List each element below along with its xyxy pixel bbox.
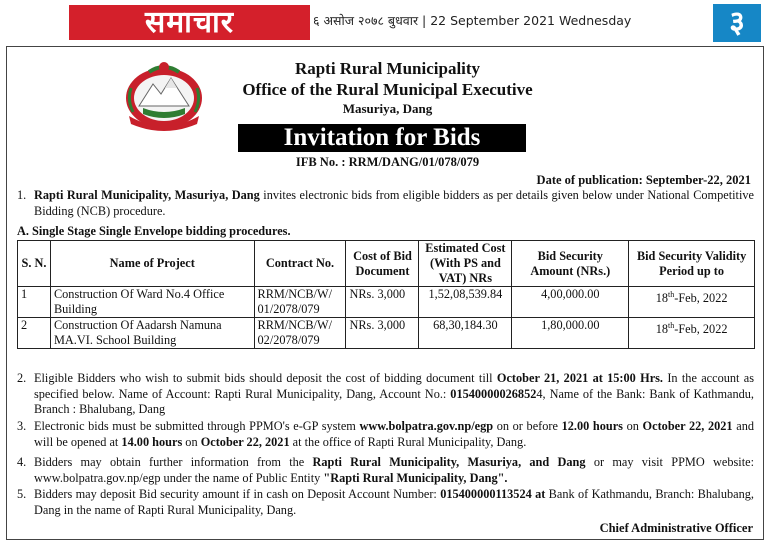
cell-project: Construction Of Aadarsh Namuna MA.VI. School Building xyxy=(50,318,254,349)
cell-security: 1,80,000.00 xyxy=(512,318,629,349)
paragraph-4: 4. Bidders may obtain further information from the Rapti Rural Municipality, Masuriya, and Dang or may visit PPMO website: www.bolpatra.gov.np/egp under the name of Public Entity "Rapti Rural Municipality, Dang". xyxy=(17,455,754,485)
cell-project: Construction Of Ward No.4 Office Building xyxy=(50,287,254,318)
newspaper-masthead xyxy=(0,0,775,44)
cell-security: 4,00,000.00 xyxy=(512,287,629,318)
header-contract: Contract No. xyxy=(254,241,346,287)
notice-title: Invitation for Bids xyxy=(238,124,526,152)
cell-validity: 18th-Feb, 2022 xyxy=(629,318,755,349)
header-validity: Bid Security Validity Period up to xyxy=(629,241,755,287)
signatory: Chief Administrative Officer xyxy=(599,521,753,535)
paragraph-1: 1. Rapti Rural Municipality, Masuriya, Dang invites electronic bids from eligible bidders as per details given below under National Competitive Bidding (NCB) procedure. xyxy=(17,188,754,218)
cell-contract: RRM/NCB/W/ 02/2078/079 xyxy=(254,318,346,349)
publication-date: Date of publication: September-22, 2021 xyxy=(536,173,751,187)
header-estimated: Estimated Cost (With PS and VAT) NRs xyxy=(419,241,512,287)
page-number-badge: ३ xyxy=(713,4,761,42)
cell-sn: 1 xyxy=(18,287,51,318)
paragraph-2: 2. Eligible Bidders who wish to submit bids should deposit the cost of bidding document till October 21, 2021 at 15:00 Hrs. In the account as specified below. Name of Account: Rapti Rural Municipality, Dang, Account No.: 015400000268524, Name of the Bank: Bank of Kathmandu, Branch : Bhalubang, Dang xyxy=(17,371,754,416)
cell-estimated: 68,30,184.30 xyxy=(419,318,512,349)
header-security: Bid Security Amount (NRs.) xyxy=(512,241,629,287)
cell-sn: 2 xyxy=(18,318,51,349)
cell-cost: NRs. 3,000 xyxy=(346,318,419,349)
paragraph-number: 1. xyxy=(17,188,27,202)
table-row xyxy=(18,287,755,318)
ifb-number: IFB No. : RRM/DANG/01/078/079 xyxy=(295,155,480,169)
header-cost: Cost of Bid Document xyxy=(346,241,419,287)
header-sn: S. N. xyxy=(18,241,51,287)
newspaper-logo: समाचार xyxy=(69,5,310,40)
office-name: Office of the Rural Municipal Executive xyxy=(242,80,533,99)
masthead-date: ६ असोज २०७८ बुधवार | 22 September 2021 Wednesday xyxy=(313,13,632,28)
office-location: Masuriya, Dang xyxy=(342,101,433,116)
bids-table xyxy=(17,240,755,349)
cell-validity: 18th-Feb, 2022 xyxy=(629,287,755,318)
paragraph-5: 5. Bidders may deposit Bid security amount if in cash on Deposit Account Number: 015400000113524 at Bank of Kathmandu, Branch: Bhalubang, Dang in the name of Rapti Rural Municipality, Dang. xyxy=(17,487,754,517)
cell-cost: NRs. 3,000 xyxy=(346,287,419,318)
table-header-row xyxy=(18,241,755,287)
cell-estimated: 1,52,08,539.84 xyxy=(419,287,512,318)
org-name: Rapti Rural Municipality xyxy=(294,59,481,78)
cell-contract: RRM/NCB/W/ 01/2078/079 xyxy=(254,287,346,318)
table-row xyxy=(18,318,755,349)
section-a-heading: A. Single Stage Single Envelope bidding procedures. xyxy=(17,224,291,238)
header-project: Name of Project xyxy=(50,241,254,287)
paragraph-3: 3. Electronic bids must be submitted through PPMO's e-GP system www.bolpatra.gov.np/egp on or before 12.00 hours on October 22, 2021 and will be opened at 14.00 hours on October 22, 2021 at the office of Rapti Rural Municipality, Dang. xyxy=(17,419,754,449)
